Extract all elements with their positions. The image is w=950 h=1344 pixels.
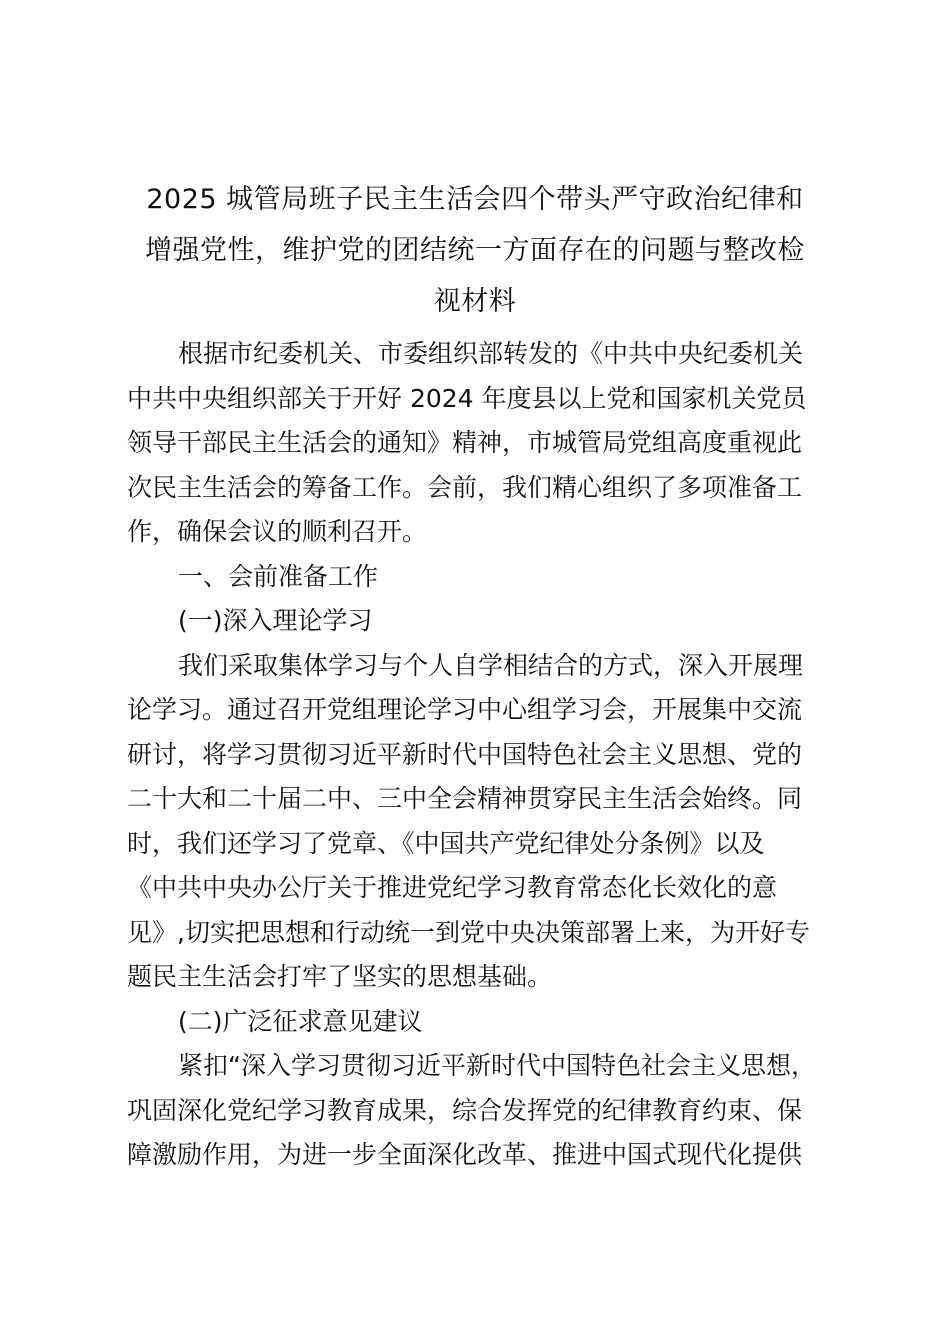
body-line: 巩固深化党纪学习教育成果，综合发挥党的纪律教育约束、保 <box>127 1095 803 1125</box>
document-body <box>127 332 827 1178</box>
body-line: 见》,切实把思想和行动统一到党中央决策部署上来，为开好专 <box>127 917 810 947</box>
body-line: 一、会前准备工作 <box>178 561 379 591</box>
body-line: 研讨，将学习贯彻习近平新时代中国特色社会主义思想、党的 <box>127 739 803 769</box>
body-line: 题民主生活会打牢了坚实的思想基础。 <box>127 962 553 991</box>
body-line: 领导干部民主生活会的通知》精神，市城管局党组高度重视此 <box>127 428 803 457</box>
body-line: 次民主生活会的筹备工作。会前，我们精心组织了多项准备工 <box>127 472 803 502</box>
body-line: 障激励作用，为进一步全面深化改革、推进中国式现代化提供 <box>127 1140 803 1169</box>
title-line-1: 2025 城管局班子民主生活会四个带头严守政治纪律和 <box>146 184 804 215</box>
title-line-2: 增强党性，维护党的团结统一方面存在的问题与整改检 <box>145 235 805 266</box>
body-line: 二十大和二十届二中、三中全会精神贯穿民主生活会始终。同 <box>127 784 803 813</box>
body-line: 根据市纪委机关、市委组织部转发的《中共中央纪委机关 <box>178 339 804 368</box>
body-line: 我们采取集体学习与个人自学相结合的方式，深入开展理 <box>178 650 804 680</box>
body-line: 作，确保会议的顺利召开。 <box>127 517 428 546</box>
body-line: 《中共中央办公厅关于推进党纪学习教育常态化长效化的意 <box>127 873 778 902</box>
body-line: 论学习。通过召开党组理论学习中心组学习会，开展集中交流 <box>127 695 803 724</box>
title-line-3: 视材料 <box>433 286 517 317</box>
body-line: 时，我们还学习了党章、《中国共产党纪律处分条例》以及 <box>127 828 765 858</box>
body-line: 中共中央组织部关于开好 2024 年度县以上党和国家机关党员 <box>127 383 807 413</box>
body-line: (二)广泛征求意见建议 <box>178 1006 423 1036</box>
body-line: 紧扣“深入学习贯彻习近平新时代中国特色社会主义思想， <box>178 1051 816 1080</box>
body-line: (一)深入理论学习 <box>178 606 373 635</box>
document-title <box>120 174 830 327</box>
